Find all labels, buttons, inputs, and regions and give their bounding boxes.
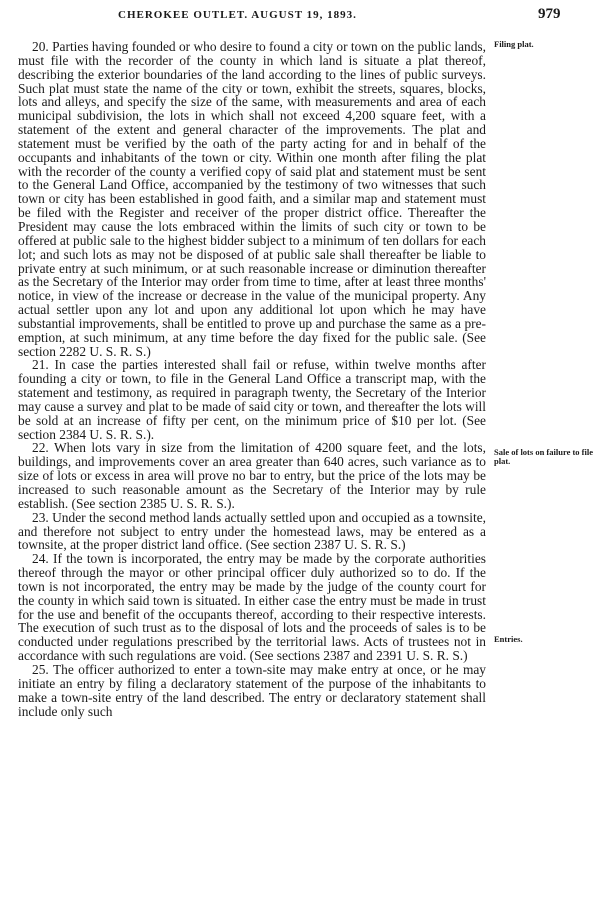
body-text [18, 40, 486, 718]
page-number: 979 [538, 6, 561, 22]
sidenote-sale-of-lots: Sale of lots on failure to file plat. [494, 447, 593, 466]
sidenote-entries: Entries. [494, 634, 523, 644]
paragraph-21: 21. In case the parties interested shall fail or refuse, within twelve months after founding a city or town, to file in the General Land Office a transcript map, with the statement and testimony, as required in paragraph twenty, the Secretary of the Interior may cause a survey and plat to be made of said city or town, and thereafter the lots will be sold at an increase of fifty per cent, on the minimum price of $10 per lot. (See section 2384 U. S. R. S.). [18, 357, 486, 442]
page-header [0, 6, 600, 28]
paragraph-23: 23. Under the second method lands actually settled upon and occupied as a townsite, and therefore not subject to entry under the homestead laws, may be entered as a townsite, at the proper district land office. (See section 2387 U. S. R. S.) [18, 509, 486, 553]
sidenote-filing-plat: Filing plat. [494, 39, 534, 49]
paragraph-20: 20. Parties having founded or who desire to found a city or town on the public lands, must file with the recorder of the county in which land is situate a plat thereof, describing the exterior boundaries of the land according to the lines of public surveys. Such plat must state the name of the city or town, exhibit the streets, squares, blocks, lots and alleys, and specify the size of the same, with measurements and area of each municipal subdivision, the lots in which shall not exceed 4,200 square feet, with a statement of the extent and general character of the improvements. The plat and statement must be verified by the oath of the party acting for and in behalf of the occupants and inhabitants of the town or city. Within one month after filing the plat with the recorder of the county a verified copy of said plat and statement must be sent to the General Land Office, accompanied by the testimony of two witnesses that such town or city has been established in good faith, and a similar map and statement must be filed with the Register and receiver of the proper district office. Thereafter the President may cause the lots embraced within the limits of such city or town to be offered at public sale to the highest bidder subject to a minimum of ten dollars for each lot; and such lots as may not be disposed of at public sale shall thereafter be liable to private entry at such minimum, or at such reasonable increase or diminution thereafter as the Secretary of the Interior may order from time to time, after at least three months' notice, in view of the increase or decrease in the value of the municipal property. Any actual settler upon any lot and upon any additional lot upon which he may have substantial improvements, shall be entitled to prove up and purchase the same as a pre-emption, at such minimum, at any time before the day fixed for the public sale. (See section 2282 U. S. R. S.) [18, 39, 486, 359]
running-head: CHEROKEE OUTLET. AUGUST 19, 1893. [118, 9, 357, 21]
paragraph-25: 25. The officer authorized to enter a town-site may make entry at once, or he may initiate an entry by filing a declaratory statement of the purpose of the inhabitants to make a town-site entry of the land described. The entry or declaratory statement shall include only such [18, 661, 486, 719]
paragraph-22: 22. When lots vary in size from the limitation of 4200 square feet, and the lots, buildings, and improvements cover an area greater than 640 acres, such variance as to size of lots or excess in area will prove no bar to entry, but the price of the lots may be increased to such reasonable amount as the Secretary of the Interior may by rule establish. (See section 2385 U. S. R. S.). [18, 440, 486, 511]
paragraph-24: 24. If the town is incorporated, the entry may be made by the corporate authorities thereof through the mayor or other principal officer duly authorized so to do. If the town is not incorporated, the entry may be made by the judge of the county court for the county in which said town is situated. In either case the entry must be made in trust for the use and benefit of the occupants thereof, according to their respective interests. The execution of such trust as to the disposal of lots and the proceeds of sales is to be conducted under regulations prescribed by the territorial laws. Acts of trustees not in accordance with such regulations are void. (See sections 2387 and 2391 U. S. R. S.) [18, 551, 486, 664]
